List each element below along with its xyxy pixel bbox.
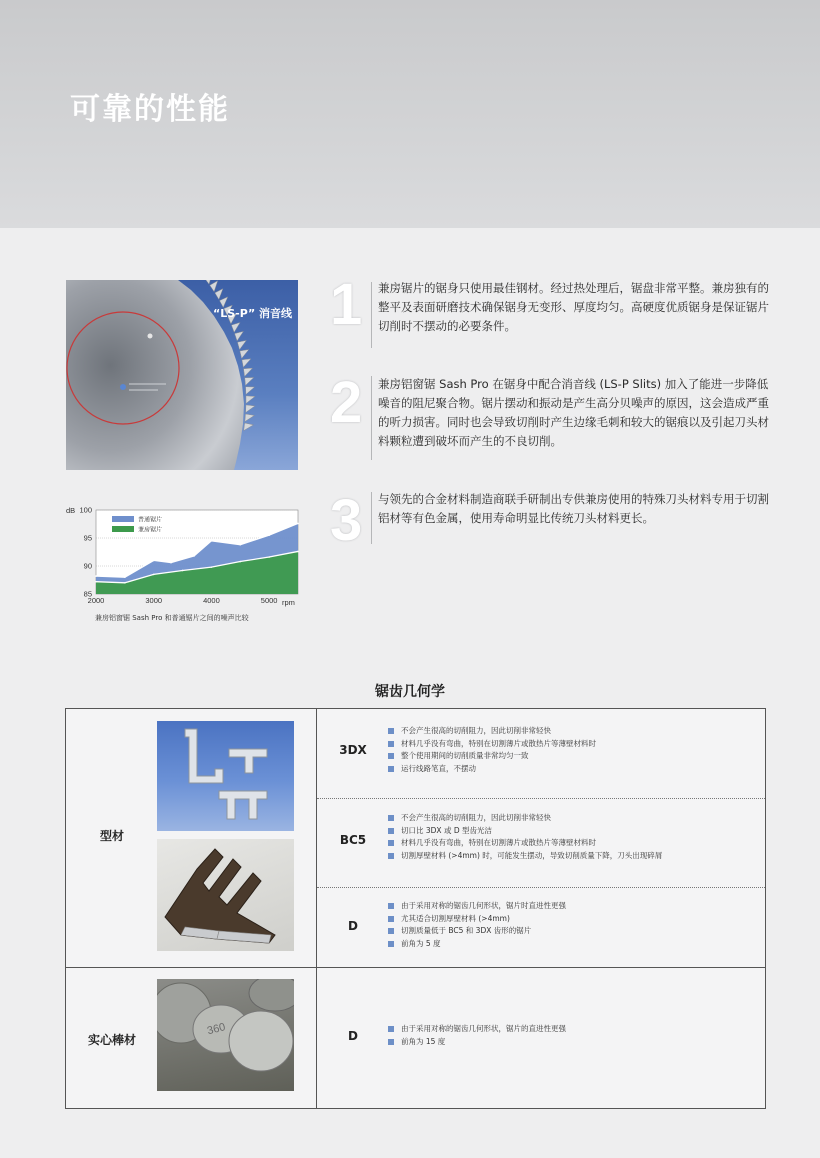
x-tick-label: 3000 bbox=[145, 596, 163, 605]
saw-tooth bbox=[215, 289, 223, 300]
point-number-2: 2 bbox=[330, 370, 363, 435]
legend-swatch bbox=[112, 516, 134, 522]
legend-label: 普通锯片 bbox=[138, 517, 163, 524]
chart-caption: 兼房铝窗锯 Sash Pro 和普通锯片之间的噪声比较 bbox=[95, 614, 249, 622]
saw-tooth bbox=[246, 387, 255, 395]
data-point bbox=[268, 534, 270, 536]
data-point bbox=[239, 544, 241, 546]
code-bc5: BC5 bbox=[339, 833, 367, 847]
page-title: 可靠的性能 bbox=[70, 92, 230, 127]
data-point bbox=[239, 561, 241, 563]
list-item: 前角为 15 度 bbox=[388, 1036, 566, 1049]
legend-label: 兼房锯片 bbox=[138, 527, 163, 534]
noise-chart bbox=[60, 498, 310, 628]
list-item: 由于采用对称的锯齿几何形状，锯片的直进性更强 bbox=[388, 1023, 566, 1036]
saw-tooth bbox=[204, 280, 212, 284]
noise-chart-svg bbox=[60, 498, 310, 628]
data-point bbox=[268, 556, 270, 558]
table-divider bbox=[66, 967, 765, 968]
data-point bbox=[193, 555, 195, 557]
row-separator bbox=[317, 887, 765, 888]
data-point bbox=[153, 560, 155, 562]
legend-swatch bbox=[112, 526, 134, 532]
saw-tooth bbox=[235, 331, 244, 340]
data-point bbox=[211, 540, 213, 542]
list-item: 切割厚壁材料 (>4mm) 时，可能发生摆动，导致切削质量下降，刀头出现碎屑 bbox=[388, 850, 662, 863]
list-item: 不会产生很高的切削阻力，因此切削非常轻快 bbox=[388, 812, 662, 825]
row-separator bbox=[317, 798, 765, 799]
saw-tooth bbox=[210, 281, 218, 292]
point-divider bbox=[371, 492, 372, 544]
list-item: 材料几乎没有弯曲，特别在切割薄片或散热片等薄壁材料时 bbox=[388, 837, 662, 850]
list-item: 不会产生很高的切削阻力，因此切削非常轻快 bbox=[388, 725, 596, 738]
data-point bbox=[297, 523, 299, 525]
table-divider bbox=[316, 709, 317, 1108]
code-d-profile: D bbox=[348, 919, 358, 933]
code-d-solid: D bbox=[348, 1029, 358, 1043]
point-text-1: 兼房锯片的锯身只使用最佳钢材。经过热处理后，锯盘非常平整。兼房独有的整平及表面研磨技术确保锯身无变形、厚度均匀。高硬度优质锯身是保证锯片切削时不摆动的必要条件。 bbox=[378, 281, 769, 333]
y-tick-label: 90 bbox=[83, 561, 92, 571]
y-tick-label: 100 bbox=[79, 505, 92, 515]
point-number-1: 1 bbox=[330, 272, 363, 337]
x-tick-label: 5000 bbox=[260, 596, 278, 605]
svg-text:360: 360 bbox=[205, 1021, 227, 1038]
data-point bbox=[182, 570, 184, 572]
bullet-list-3dx bbox=[388, 725, 596, 775]
saw-tooth bbox=[237, 340, 246, 349]
data-point bbox=[153, 574, 155, 576]
y-tick-label: 95 bbox=[83, 533, 92, 543]
data-point bbox=[297, 551, 299, 553]
point-divider bbox=[371, 282, 372, 348]
list-item: 运行线路笔直，不摆动 bbox=[388, 763, 596, 776]
x-tick-label: 2000 bbox=[87, 596, 105, 605]
saw-tooth bbox=[246, 405, 255, 413]
list-item: 材料几乎没有弯曲，特别在切割薄片或散热片等薄壁材料时 bbox=[388, 738, 596, 751]
bullet-list-d-profile bbox=[388, 900, 566, 950]
saw-tooth bbox=[244, 368, 253, 376]
bullet-list-d-solid bbox=[388, 1023, 566, 1048]
saw-tooth bbox=[246, 396, 255, 404]
x-tick-label: 4000 bbox=[203, 596, 220, 605]
list-item: 切口比 3DX 或 D 型齿光洁 bbox=[388, 825, 662, 838]
section-title: 锯齿几何学 bbox=[375, 684, 445, 700]
data-point bbox=[170, 562, 172, 564]
saw-tooth bbox=[240, 350, 249, 359]
y-axis-label: dB bbox=[66, 506, 76, 515]
point-text-2: 兼房铝窗锯 Sash Pro 在锯身中配合消音线 (LS-P Slits) 加入了能进一步降低噪音的阻尼聚合物。锯片摆动和振动是产生高分贝噪声的原因，这会造成严重的听力损害。同时也会导致切削时产生边缘毛刺和较大的锯痕以及引起刀头材料颗粒遭到破坏而产生的不良切削。 bbox=[378, 377, 769, 448]
category-solid-bar: 实心棒材 bbox=[88, 1033, 137, 1047]
data-point bbox=[124, 576, 126, 578]
point-divider bbox=[371, 376, 372, 460]
profile-photo-1 bbox=[157, 721, 294, 831]
x-axis-label: rpm bbox=[282, 598, 295, 607]
data-point bbox=[95, 581, 97, 583]
list-item: 前角为 5 度 bbox=[388, 938, 566, 951]
list-item: 尤其适合切割厚壁材料 (>4mm) bbox=[388, 913, 566, 926]
lsp-slit-label: “LS-P” 消音线 bbox=[213, 307, 293, 320]
data-point bbox=[95, 575, 97, 577]
category-profile: 型材 bbox=[100, 829, 125, 843]
y-tick-label: 85 bbox=[83, 589, 92, 599]
list-item: 由于采用对称的锯齿几何形状，锯片时直进性更强 bbox=[388, 900, 566, 913]
saw-tooth bbox=[244, 423, 254, 431]
saw-tooth bbox=[231, 322, 240, 332]
list-item: 整个使用期间的切削质量非常均匀一致 bbox=[388, 750, 596, 763]
saw-tooth bbox=[245, 414, 255, 422]
data-point bbox=[124, 582, 126, 584]
profile-photo-2 bbox=[157, 839, 294, 951]
list-item: 切割质量低于 BC5 和 3DX 齿形的锯片 bbox=[388, 925, 566, 938]
point-text-3: 与领先的合金材料制造商联手研制出专供兼房使用的特殊刀头材料专用于切割铝材等有色金属，使用寿命明显比传统刀头材料更长。 bbox=[378, 492, 769, 525]
code-3dx: 3DX bbox=[339, 743, 367, 757]
data-point bbox=[211, 566, 213, 568]
bullet-list-bc5 bbox=[388, 812, 662, 862]
saw-tooth bbox=[242, 359, 251, 368]
saw-tooth bbox=[245, 378, 254, 386]
solid-bar-photo bbox=[157, 979, 294, 1091]
point-number-3: 3 bbox=[330, 488, 363, 553]
